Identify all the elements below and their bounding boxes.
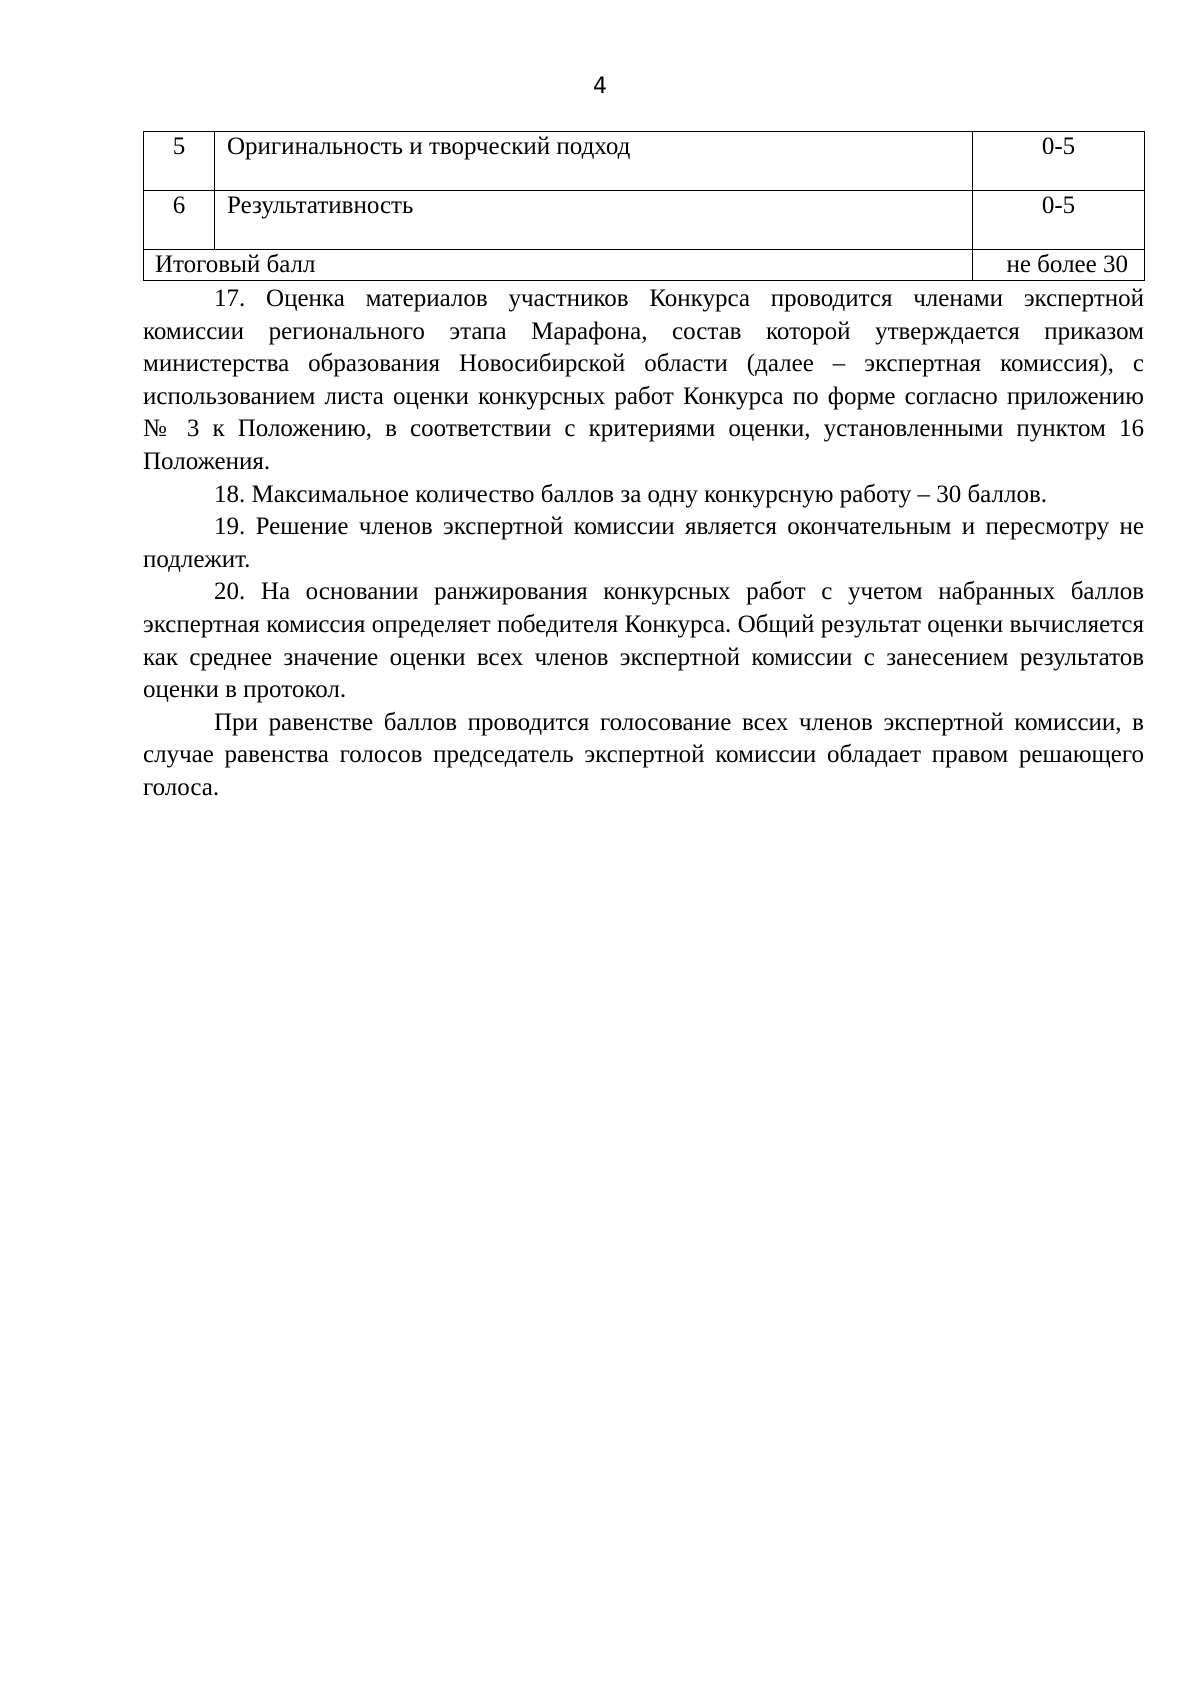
criterion-score: 0-5: [973, 191, 1145, 250]
criterion-name: Результативность: [215, 191, 973, 250]
total-value: не более 30: [973, 250, 1145, 281]
criterion-score: 0-5: [973, 132, 1145, 191]
criterion-number: 6: [144, 191, 215, 250]
criterion-number: 5: [144, 132, 215, 191]
paragraph-19: 19. Решение членов экспертной комиссии является окончательным и пересмотру не подлежит.: [143, 513, 1144, 573]
paragraph-20: 20. На основании ранжирования конкурсных работ с учетом набранных баллов экспертная комиссия определяет победителя Конкурса. Общий результат оценки вычисляется как среднее значение оценки всех членов экспертной комиссии с занесением результатов оценки в протокол.: [143, 578, 1144, 704]
paragraph-tie-vote: При равенстве баллов проводится голосование всех членов экспертной комиссии, в случае равенства голосов председатель экспертной комиссии обладает правом решающего голоса.: [143, 708, 1144, 801]
total-label: Итоговый балл: [144, 250, 973, 281]
paragraph-18: 18. Максимальное количество баллов за одну конкурсную работу – 30 баллов.: [214, 480, 1048, 508]
total-row: [144, 250, 1145, 281]
paragraph-17: 17. Оценка материалов участников Конкурса проводится членами экспертной комиссии регионального этапа Марафона, состав которой утверждается приказом министерства образования Новосибирской области (далее – экспертная комиссия), с использованием листа оценки конкурсных работ Конкурса по форме согласно приложению № 3 к Положению, в соответствии с критериями оценки, установленными пунктом 16 Положения.: [143, 285, 1144, 475]
document-body: [143, 283, 1144, 805]
criterion-name: Оригинальность и творческий подход: [215, 132, 973, 191]
page-number: 4: [593, 74, 607, 99]
table-row: [144, 132, 1145, 191]
criteria-table: [143, 131, 1145, 281]
table-row: [144, 191, 1145, 250]
